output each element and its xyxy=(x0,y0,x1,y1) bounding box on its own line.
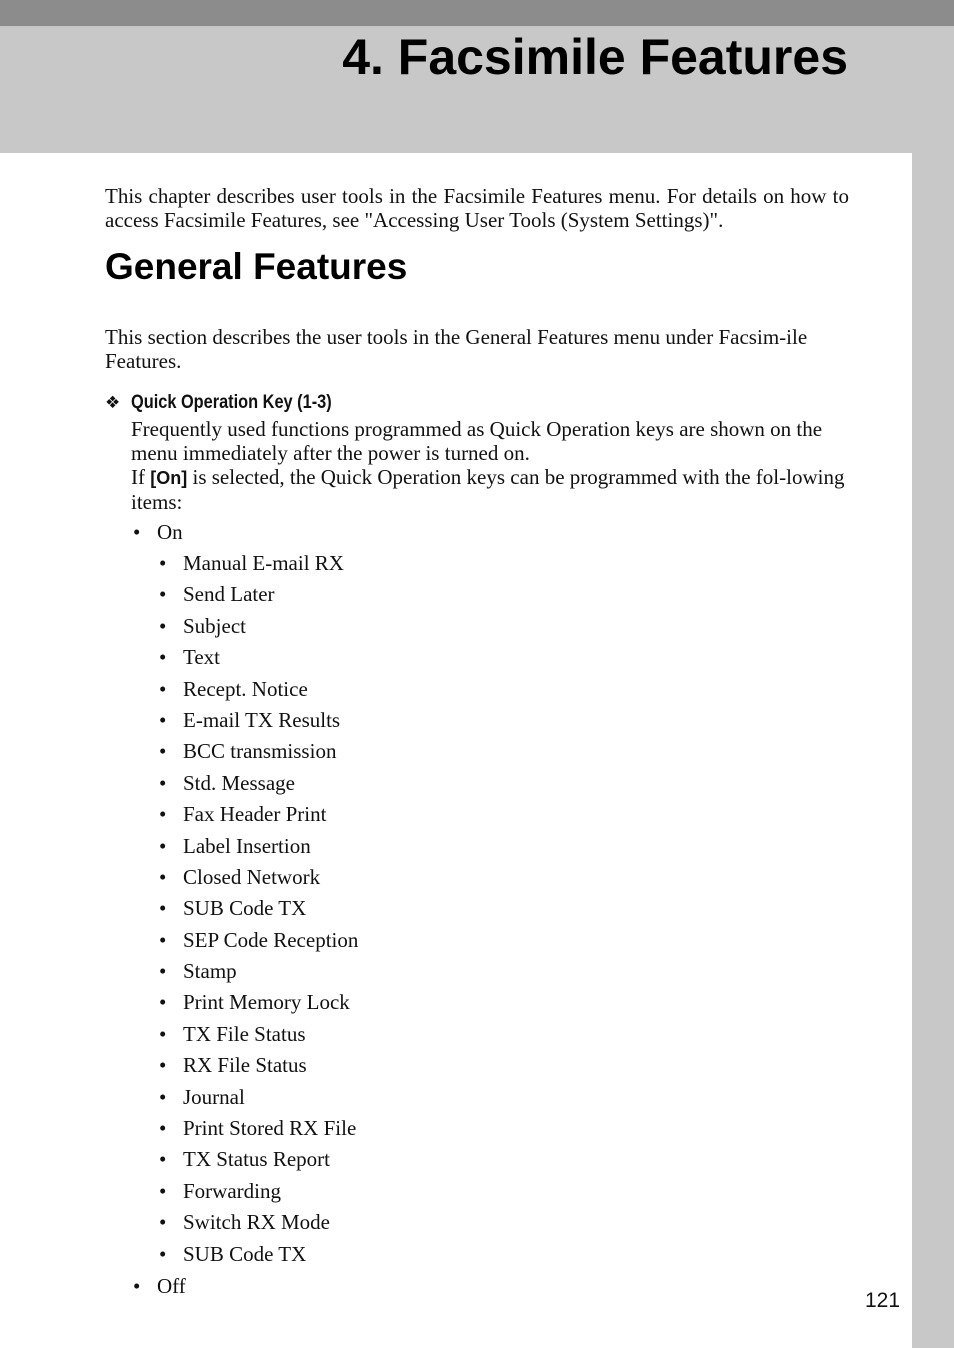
bullet-icon: • xyxy=(159,613,167,638)
bullet-icon: • xyxy=(133,1274,141,1298)
bullet-icon: • xyxy=(159,1116,167,1141)
list-item-label: Label Insertion xyxy=(183,833,311,858)
list-item-label: TX File Status xyxy=(183,1021,306,1046)
list-item xyxy=(159,831,358,862)
bullet-icon: • xyxy=(159,959,167,984)
list-item-on xyxy=(133,517,183,548)
item-paragraph-2 xyxy=(131,465,849,514)
list-item-label: Subject xyxy=(183,613,246,638)
bullet-icon: • xyxy=(159,802,167,827)
item-heading xyxy=(105,391,364,415)
bullet-icon: • xyxy=(159,1021,167,1046)
list-item-label: Stamp xyxy=(183,959,237,984)
list-item xyxy=(159,956,358,987)
list-item-label: SEP Code Reception xyxy=(183,927,359,952)
page-number: 121 xyxy=(865,1289,901,1312)
item-paragraph-1: Frequently used functions programmed as Quick Operation keys are shown on the menu immediately after the power is turned on. xyxy=(131,417,823,465)
list-item xyxy=(159,1113,358,1144)
list-item-label: BCC transmission xyxy=(183,739,337,764)
bullet-icon: • xyxy=(159,739,167,764)
item-heading-label: Quick Operation Key (1-3) xyxy=(131,392,332,413)
list-item-label: Off xyxy=(157,1274,186,1298)
list-item-label: TX Status Report xyxy=(183,1147,330,1172)
bullet-icon: • xyxy=(133,520,141,544)
item-body xyxy=(131,417,849,514)
list-item xyxy=(159,1239,358,1270)
list-item xyxy=(159,642,358,673)
list-item xyxy=(159,1019,358,1050)
list-item xyxy=(159,893,358,924)
option-list-off xyxy=(133,1271,186,1302)
section-title: General Features xyxy=(105,246,408,287)
bullet-icon: • xyxy=(159,770,167,795)
list-item xyxy=(159,736,358,767)
list-item xyxy=(159,1144,358,1175)
option-list-on xyxy=(133,517,183,548)
list-item xyxy=(159,1050,358,1081)
bullet-icon: • xyxy=(159,676,167,701)
list-item xyxy=(159,862,358,893)
list-item xyxy=(159,799,358,830)
chapter-intro: This chapter describes user tools in the Facsimile Features menu. For details on how to access Facsimile Features, see "Accessing User Tools (System Settings)". xyxy=(105,184,849,232)
list-item xyxy=(159,1082,358,1113)
bullet-icon: • xyxy=(159,551,167,575)
bullet-icon: • xyxy=(159,1210,167,1235)
list-item-label: Print Stored RX File xyxy=(183,1116,357,1141)
para2-prefix: If xyxy=(131,465,151,489)
bullet-icon: • xyxy=(159,707,167,732)
list-item-label: SUB Code TX xyxy=(183,1241,307,1266)
list-item-label: Recept. Notice xyxy=(183,676,308,701)
diamond-marker-icon: ❖ xyxy=(105,393,121,412)
bullet-icon: • xyxy=(159,927,167,952)
list-item-label: Text xyxy=(183,645,221,670)
bullet-icon: • xyxy=(159,990,167,1015)
on-key-label: [On] xyxy=(150,468,188,488)
list-item xyxy=(159,1176,358,1207)
list-item xyxy=(159,768,358,799)
bullet-icon: • xyxy=(159,1178,167,1203)
list-item-label: Print Memory Lock xyxy=(183,990,350,1015)
list-item-label: Std. Message xyxy=(183,770,295,795)
list-item xyxy=(159,611,358,642)
bullet-icon: • xyxy=(159,1241,167,1266)
section-description: This section describes the user tools in the General Features menu under Facsim-ile Features. xyxy=(105,325,808,373)
list-item-label: Journal xyxy=(183,1084,245,1109)
list-item-label: On xyxy=(157,520,183,544)
list-item-label: RX File Status xyxy=(183,1053,307,1078)
list-item-label: Forwarding xyxy=(183,1178,281,1203)
para2-suffix: is selected, the Quick Operation keys can be programmed with the fol-lowing items: xyxy=(131,465,845,514)
list-item xyxy=(159,705,358,736)
bullet-icon: • xyxy=(159,833,167,858)
list-item-label: Switch RX Mode xyxy=(183,1210,330,1235)
bullet-icon: • xyxy=(159,1084,167,1109)
list-item-label: E-mail TX Results xyxy=(183,707,341,732)
list-item-label: Fax Header Print xyxy=(183,802,327,827)
list-item-label: Send Later xyxy=(183,582,275,607)
list-item xyxy=(159,548,358,579)
page-edge-strip xyxy=(912,153,954,1348)
list-item-label: Manual E-mail RX xyxy=(183,551,344,575)
list-item xyxy=(159,674,358,705)
list-item-label: Closed Network xyxy=(183,864,321,889)
list-item-off xyxy=(133,1271,186,1302)
bullet-icon: • xyxy=(159,1147,167,1172)
bullet-icon: • xyxy=(159,1053,167,1078)
list-item xyxy=(159,1207,358,1238)
bullet-icon: • xyxy=(159,645,167,670)
bullet-icon: • xyxy=(159,896,167,921)
list-item-label: SUB Code TX xyxy=(183,896,307,921)
chapter-title: 4. Facsimile Features xyxy=(342,29,848,85)
bullet-icon: • xyxy=(159,582,167,607)
list-item xyxy=(159,925,358,956)
bullet-icon: • xyxy=(159,864,167,889)
header-top-bar xyxy=(0,0,954,26)
option-sublist xyxy=(159,548,358,1270)
list-item xyxy=(159,579,358,610)
list-item xyxy=(159,987,358,1018)
